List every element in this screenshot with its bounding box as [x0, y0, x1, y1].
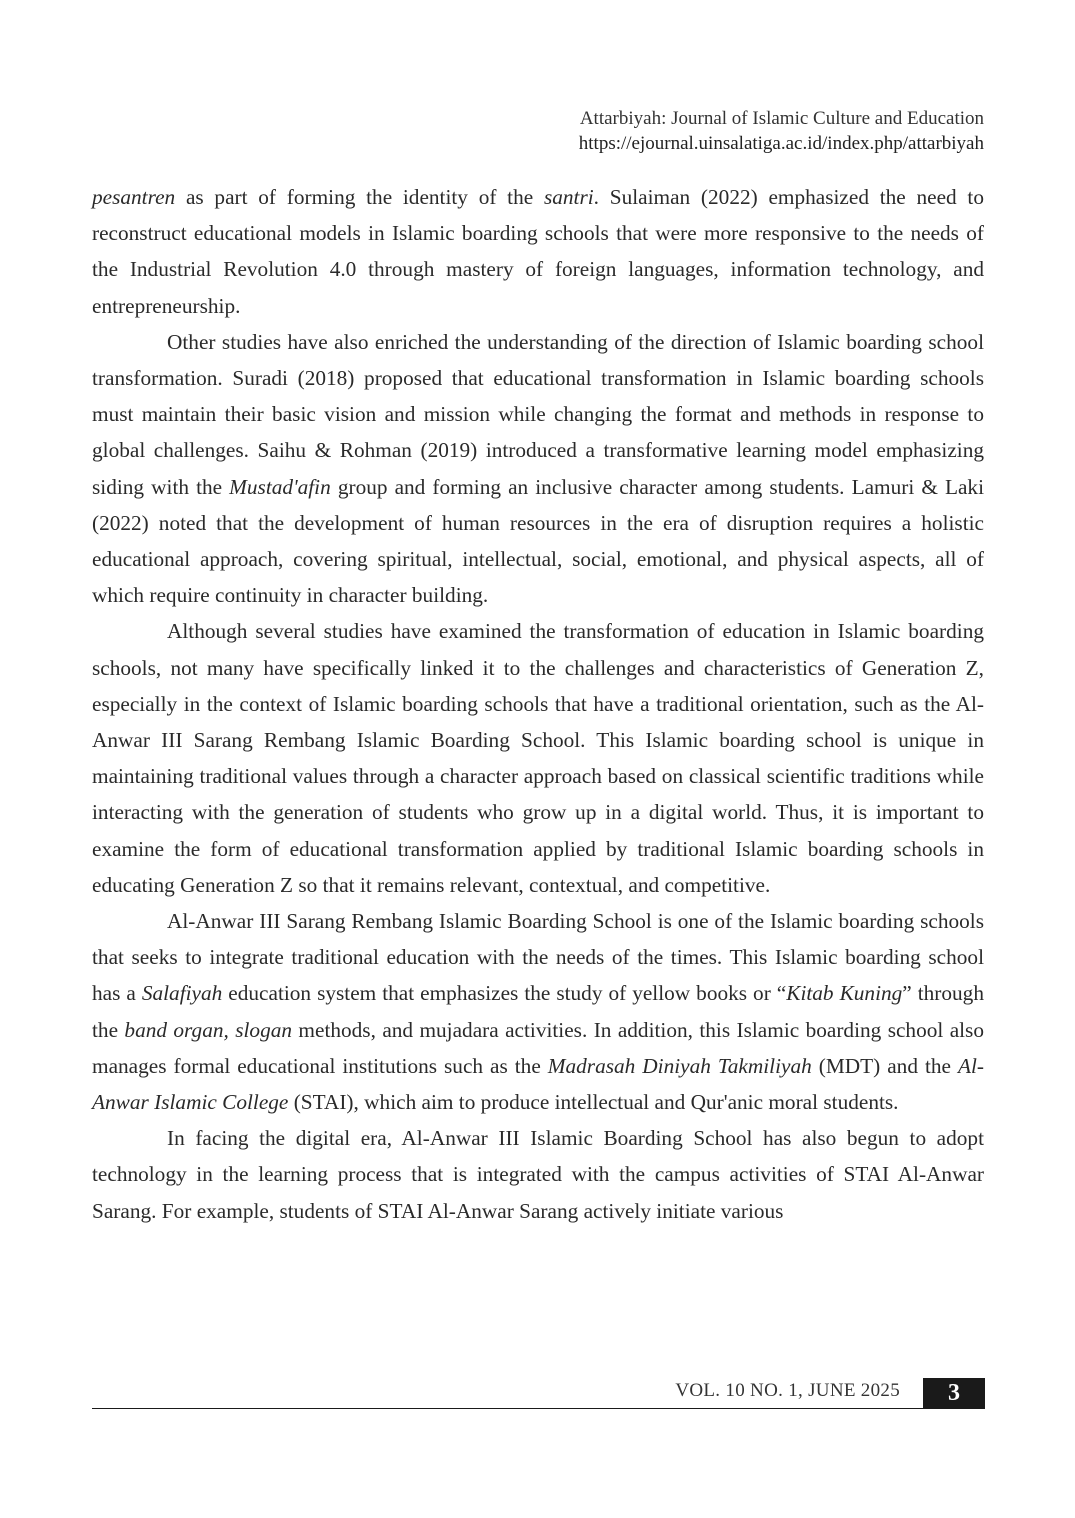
- journal-title: Attarbiyah: Journal of Islamic Culture and Education: [579, 108, 984, 129]
- text-run: methods, and mujadara activities. In addition, this Islamic boarding school also manages formal educational institutions such as the: [92, 1017, 984, 1078]
- text-run: (STAI), which aim to produce intellectual and Qur'anic moral students.: [288, 1090, 899, 1115]
- text-run: (MDT) and the: [811, 1053, 958, 1078]
- text-run: In facing the digital era, Al-Anwar III Islamic Boarding School has also begun to adopt technology in the learning process that is integrated with the campus activities of STAI Al-Anwar Sarang. For example, students of STAI Al-Anwar Sarang actively initiate various: [92, 1126, 984, 1223]
- running-header: [579, 106, 984, 156]
- body-paragraph: [92, 324, 984, 614]
- page-number: 3: [923, 1378, 985, 1408]
- italic-term: Madrasah Diniyah Takmiliyah: [547, 1053, 812, 1078]
- journal-url[interactable]: https://ejournal.uinsalatiga.ac.id/index.php/attarbiyah: [578, 133, 984, 154]
- text-run: group and forming an inclusive character among students. Lamuri & Laki (2022) noted that the development of human resources in the era of disruption requires a holistic educational approach, covering spiritual, intellectual, social, emotional, and physical aspects, all of which require continuity in character building.: [92, 474, 984, 608]
- text-run: education system that emphasizes the study of yellow books or “: [222, 981, 787, 1006]
- text-run: . Sulaiman (2022) emphasized the need to reconstruct educational models in Islamic boarding schools that were more responsive to the needs of the Industrial Revolution 4.0 through mastery of foreign languages, information technology, and entrepreneurship.: [92, 185, 984, 318]
- text-run: ” through the: [92, 981, 984, 1042]
- italic-term: pesantren: [92, 185, 176, 209]
- italic-term: santri: [543, 185, 594, 209]
- text-run: Al-Anwar III Sarang Rembang Islamic Boarding School is one of the Islamic boarding schools that seeks to integrate traditional education with the needs of the times. This Islamic boarding school has a: [92, 909, 984, 1006]
- issue-info: VOL. 10 NO. 1, JUNE 2025: [675, 1380, 900, 1401]
- italic-term: band organ, slogan: [124, 1017, 293, 1042]
- italic-term: Kitab Kuning: [786, 981, 903, 1006]
- text-run: Other studies have also enriched the understanding of the direction of Islamic boarding school transformation. Suradi (2018) proposed that educational transformation in Islamic boarding schools must maintain their basic vision and mission while changing the format and methods in response to global challenges. Saihu & Rohman (2019) introduced a transformative learning model emphasizing siding with the: [92, 329, 984, 499]
- body-paragraph: [92, 613, 984, 903]
- italic-term: Mustad'afin: [229, 474, 331, 499]
- body-paragraph: [92, 903, 984, 1120]
- body-paragraph: [92, 179, 984, 324]
- footer-divider: [92, 1408, 985, 1409]
- article-body: [92, 179, 984, 1229]
- text-run: as part of forming the identity of the: [175, 185, 544, 209]
- italic-term: Al-Anwar Islamic College: [92, 1053, 984, 1115]
- text-run: Although several studies have examined the transformation of education in Islamic boarding schools, not many have specifically linked it to the challenges and characteristics of Generation Z, especially in the context of Islamic boarding schools that have a traditional orientation, such as the Al-Anwar III Sarang Rembang Islamic Boarding School. This Islamic boarding school is unique in maintaining traditional values through a character approach based on classical scientific traditions while interacting with the generation of students who grow up in a digital world. Thus, it is important to examine the form of educational transformation applied by traditional Islamic boarding schools in educating Generation Z so that it remains relevant, contextual, and competitive.: [92, 619, 984, 897]
- body-paragraph: [92, 1120, 984, 1229]
- italic-term: Salafiyah: [141, 981, 223, 1006]
